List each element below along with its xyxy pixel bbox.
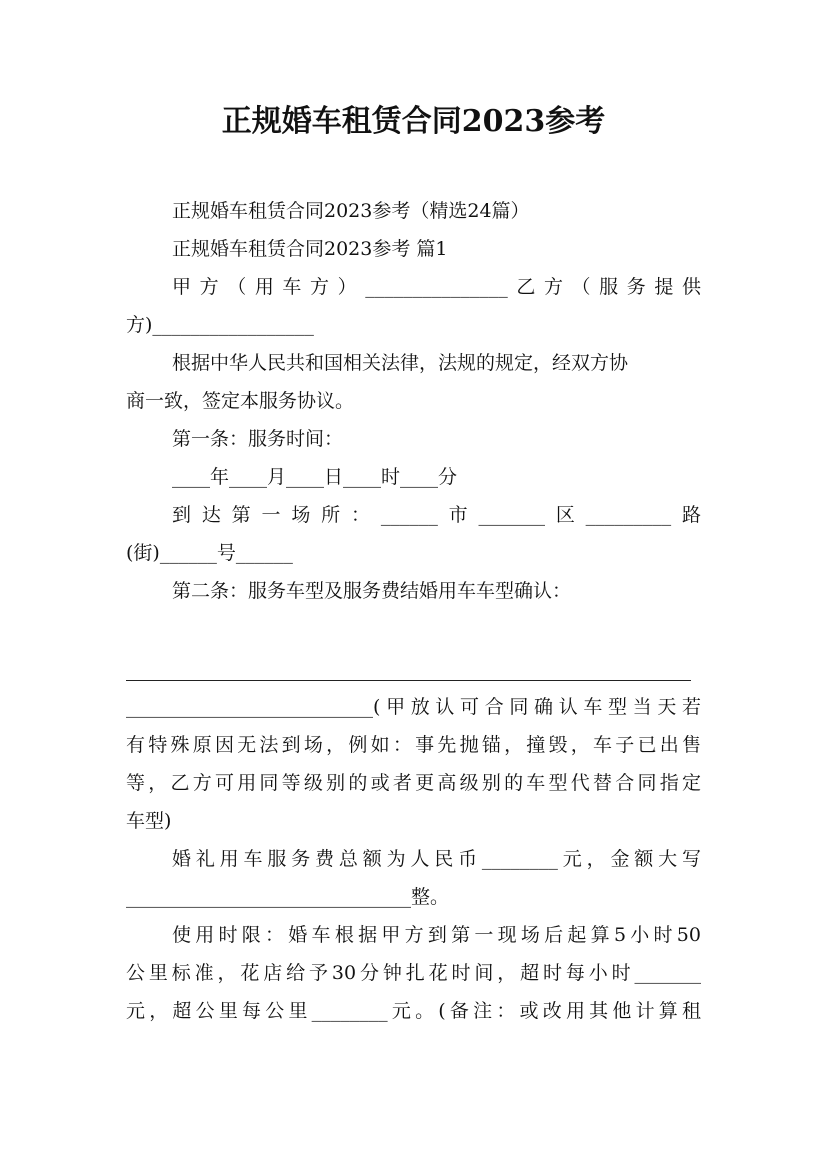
paragraph-subtitle: 正规婚车租赁合同2023参考（精选24篇） (172, 200, 530, 222)
paragraph-car-model-note-cont-1: 有特殊原因无法到场，例如：事先抛锚，撞毁，车子已出售 (126, 734, 701, 756)
paragraph-time-limit-cont-1: 公里标准，花店给予30分钟扎花时间，超时每小时_______ (126, 962, 701, 984)
paragraph-date-time: ____年____月____日____时____分 (172, 466, 458, 488)
paragraph-party-a: 甲方（用车方）_______________乙方（服务提供 (172, 276, 701, 298)
paragraph-service-fee-cont: ______________________________整。 (126, 886, 450, 908)
blank-fill-line (126, 650, 701, 688)
paragraph-first-venue: 到达第一场所：______市_______区_________路 (172, 504, 701, 526)
blank-space (126, 610, 701, 650)
paragraph-car-model-note: __________________________(甲放认可合同确认车型当天若 (126, 696, 701, 718)
paragraph-service-fee: 婚礼用车服务费总额为人民币________元，金额大写 (172, 848, 701, 870)
paragraph-article-2: 第二条：服务车型及服务费结婚用车车型确认： (172, 580, 572, 602)
paragraph-article-1: 第一条：服务时间： (172, 428, 344, 450)
paragraph-legal-basis: 根据中华人民共和国相关法律，法规的规定，经双方协 (172, 352, 629, 374)
paragraph-section-heading: 正规婚车租赁合同2023参考 篇1 (172, 238, 448, 260)
paragraph-legal-basis-cont: 商一致，签定本服务协议。 (126, 390, 355, 412)
paragraph-car-model-note-cont-2: 等，乙方可用同等级别的或者更高级别的车型代替合同指定 (126, 772, 701, 794)
paragraph-time-limit: 使用时限：婚车根据甲方到第一现场后起算5小时50 (172, 924, 701, 946)
paragraph-first-venue-cont: (街)______号______ (126, 542, 293, 564)
document-body (126, 192, 701, 1030)
document-title: 正规婚车租赁合同2023参考 (221, 104, 606, 139)
paragraph-time-limit-cont-2: 元，超公里每公里________元。(备注：或改用其他计算租 (126, 1000, 701, 1022)
paragraph-car-model-note-cont-3: 车型) (126, 810, 172, 832)
paragraph-party-b: 方)_________________ (126, 314, 314, 336)
